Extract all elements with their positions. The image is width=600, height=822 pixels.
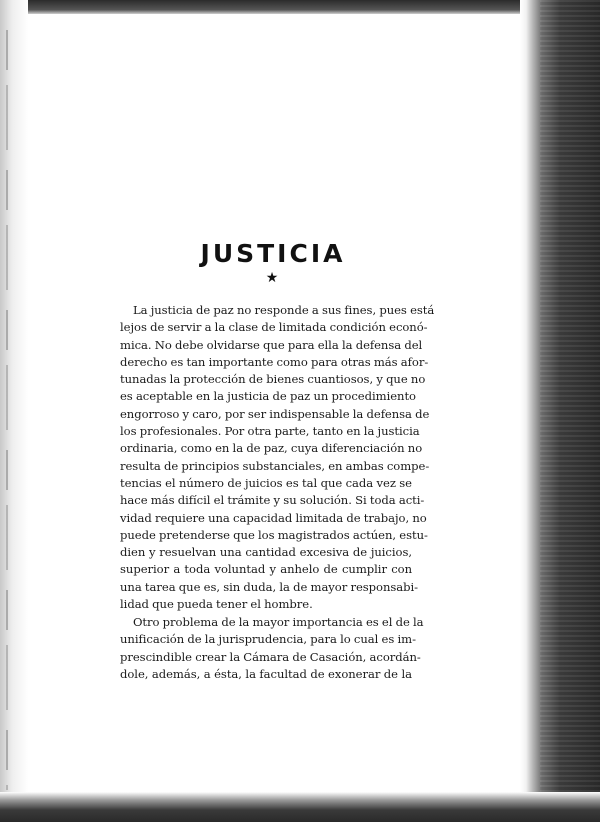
text-line: es aceptable en la justicia de paz un procedimiento	[120, 389, 416, 404]
text-line: engorroso y caro, por ser indispensable la defensa de	[120, 406, 430, 421]
scan-top-edge	[0, 0, 600, 14]
page-title: JUSTICIA	[200, 239, 346, 268]
text-line: vidad requiere una capacidad limitada de trabajo, no	[120, 510, 427, 525]
text-line: los profesionales. Por otra parte, tanto en la justicia	[120, 424, 420, 439]
page-text-block	[120, 236, 435, 681]
text-line: Otro problema de la mayor importancia es el de la	[120, 615, 424, 629]
text-line: resulta de principios substanciales, en ambas compe-	[120, 458, 430, 473]
scan-binding-shadow	[6, 30, 8, 790]
text-line: prescindible crear la Cámara de Casación, acordán-	[120, 649, 421, 664]
text-line: tencias el número de juicios es tal que cada vez se	[120, 475, 412, 490]
paragraph-2	[120, 614, 424, 683]
text-line: hace más difícil el trámite y su solución. Si toda acti-	[120, 493, 425, 508]
scan-left-edge	[0, 0, 28, 822]
text-line: lejos de servir a la clase de limitada condición econó-	[120, 320, 428, 335]
text-line: unificación de la jurisprudencia, para lo cual es im-	[120, 632, 416, 647]
text-line: derecho es tan importante como para otras más afor-	[120, 354, 429, 369]
star-ornament-icon: ★	[265, 270, 279, 286]
paragraph-1	[120, 302, 435, 613]
text-line: dole, además, a ésta, la facultad de exonerar de la	[120, 666, 412, 681]
text-line: La justicia de paz no responde a sus fines, pues está	[120, 303, 435, 317]
scan-bottom-edge	[0, 792, 600, 822]
scan-right-grain	[540, 0, 600, 822]
text-line: lidad que pueda tener el hombre.	[120, 597, 313, 612]
text-line: puede pretenderse que los magistrados actúen, estu-	[120, 527, 428, 542]
text-line: una tarea que es, sin duda, la de mayor responsabi-	[120, 579, 419, 594]
text-line: superior a toda voluntad y anhelo de cumplir con	[120, 562, 412, 577]
text-line: dien y resuelvan una cantidad excesiva de juicios,	[120, 545, 412, 560]
text-line: tunadas la protección de bienes cuantiosos, y que no	[120, 372, 426, 387]
text-line: mica. No debe olvidarse que para ella la defensa del	[120, 337, 423, 352]
text-line: ordinaria, como en la de paz, cuya diferenciación no	[120, 441, 423, 456]
